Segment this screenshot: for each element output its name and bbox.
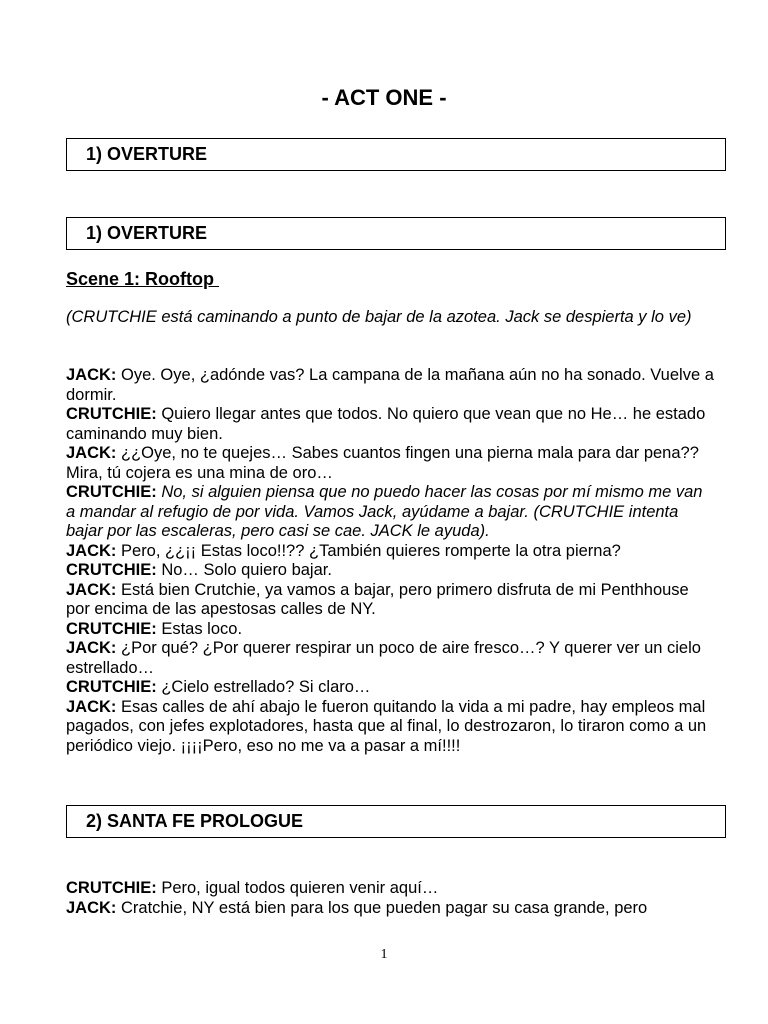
- section-box-overture-1: [66, 138, 726, 171]
- dialogue-line: JACK: Esas calles de ahí abajo le fueron quitando la vida a mi padre, hay empleos mal pagados, con jefes explotadores, hasta que al final, lo destrozaron, lo tiraron como a un periódico viejo. ¡¡¡¡Pero, eso no me va a pasar a mí!!!!: [66, 697, 707, 755]
- dialogue-line: JACK: ¿Por qué? ¿Por querer respirar un poco de aire fresco…? Y querer ver un cielo estrellado…: [66, 639, 701, 677]
- section-title: 2) SANTA FE PROLOGUE: [86, 811, 304, 831]
- dialogue-line: JACK: Está bien Crutchie, ya vamos a bajar, pero primero disfruta de mi Penthhouse por encima de las apestosas calles de NY.: [66, 580, 689, 618]
- dialogue-line: CRUTCHIE: ¿Cielo estrellado? Si claro…: [66, 678, 371, 696]
- stage-direction: (CRUTCHIE está caminando a punto de bajar de la azotea. Jack se despierta y lo ve): [66, 308, 692, 326]
- page-number: 1: [380, 947, 388, 962]
- dialogue-line: CRUTCHIE: No, si alguien piensa que no puedo hacer las cosas por mí mismo me van a mandar al refugio de por vida. Vamos Jack, ayúdame a bajar. (CRUTCHIE intenta bajar por las escaleras, pero casi se cae. JACK le ayuda).: [66, 483, 703, 540]
- section-box-overture-2: [66, 217, 726, 250]
- dialogue-line: CRUTCHIE: Quiero llegar antes que todos. No quiero que vean que no He… he estado caminando muy bien.: [66, 405, 706, 443]
- dialogue-line: JACK: Cratchie, NY está bien para los que pueden pagar su casa grande, pero: [66, 898, 648, 917]
- scene-heading: Scene 1: Rooftop: [66, 269, 220, 289]
- dialogue-line: CRUTCHIE: No… Solo quiero bajar.: [66, 561, 332, 579]
- dialogue-block: [66, 366, 716, 756]
- section-box-santa-fe: [66, 805, 726, 838]
- dialogue-line: CRUTCHIE: Pero, igual todos quieren venir aquí…: [66, 879, 439, 897]
- page-title: - ACT ONE -: [321, 85, 447, 110]
- section-title: 1) OVERTURE: [86, 144, 208, 164]
- section-title: 1) OVERTURE: [86, 223, 208, 243]
- dialogue-line: JACK: Pero, ¿¿¡¡ Estas loco!!?? ¿También quieres romperte la otra pierna?: [66, 541, 621, 560]
- dialogue-line: JACK: ¿¿Oye, no te quejes… Sabes cuantos fingen una pierna mala para dar pena?? Mira, tú cojera es una mina de oro…: [66, 444, 699, 482]
- dialogue-line: JACK: Oye. Oye, ¿adónde vas? La campana de la mañana aún no ha sonado. Vuelve a dormir.: [66, 366, 714, 404]
- dialogue-block-2: [66, 879, 716, 918]
- dialogue-line: CRUTCHIE: Estas loco.: [66, 619, 243, 638]
